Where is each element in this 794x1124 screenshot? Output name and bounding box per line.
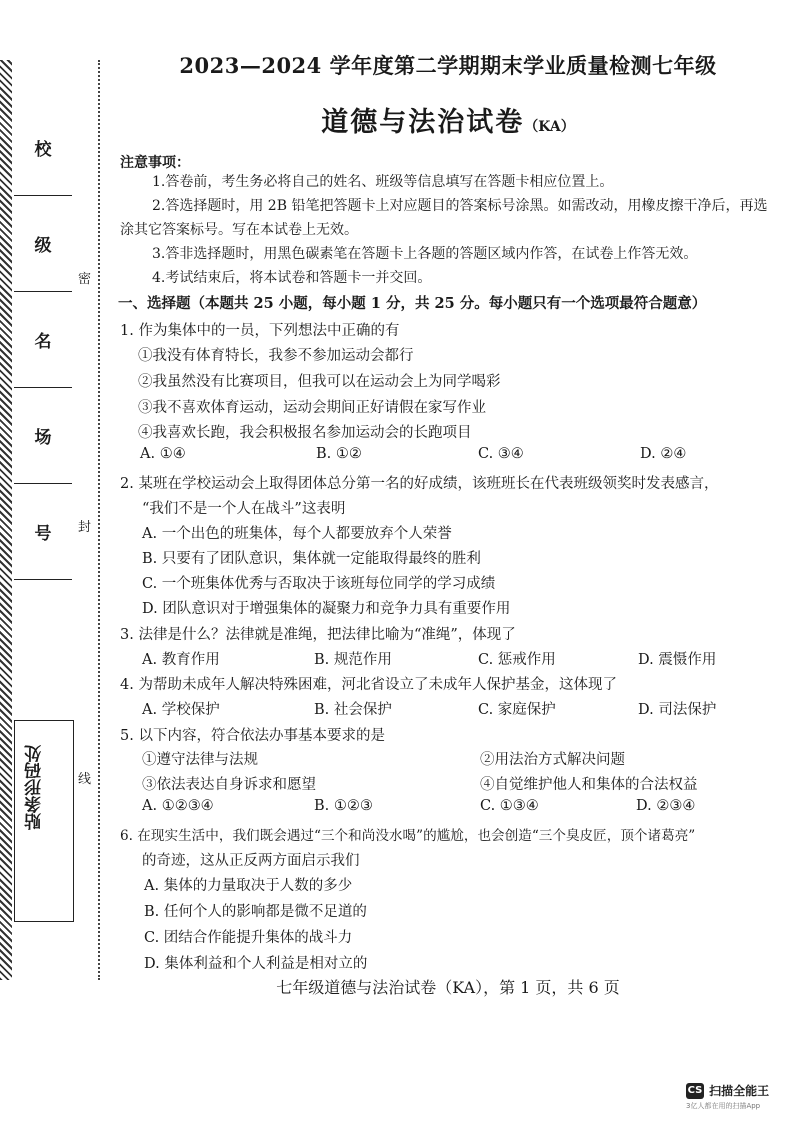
question-5-option-a: A. ①②③④ bbox=[142, 798, 214, 814]
question-3-option-b: B. 规范作用 bbox=[314, 652, 392, 668]
question-3-option-a: A. 教育作用 bbox=[142, 652, 220, 668]
page-footer: 七年级道德与法治试卷（KA），第 1 页，共 6 页 bbox=[276, 978, 620, 997]
question-1-stem: 1. 作为集体中的一员，下列想法中正确的有 bbox=[120, 323, 400, 339]
seal-char-feng: 封 bbox=[78, 520, 92, 535]
question-6-option-b: B. 任何个人的影响都是微不足道的 bbox=[144, 904, 367, 920]
question-4-option-c: C. 家庭保护 bbox=[478, 702, 556, 718]
camscanner-logo-icon: CS bbox=[686, 1083, 704, 1099]
field-class: 级 bbox=[14, 196, 72, 292]
notes-title: 注意事项： bbox=[120, 155, 190, 171]
question-4-option-b: B. 社会保护 bbox=[314, 702, 392, 718]
question-5-statement: ④自觉维护他人和集体的合法权益 bbox=[480, 777, 698, 793]
watermark-subtitle: 3亿人都在用的扫描App bbox=[686, 1102, 761, 1110]
question-1-option-a: A. ①④ bbox=[140, 446, 186, 462]
question-5-statement: ②用法治方式解决问题 bbox=[480, 752, 625, 768]
question-4-option-d: D. 司法保护 bbox=[638, 702, 717, 718]
question-2-stem-cont: “我们不是一个人在战斗”这表明 bbox=[142, 501, 346, 517]
question-1-statement: ④我喜欢长跑，我会积极报名参加运动会的长跑项目 bbox=[138, 425, 472, 441]
question-4-option-a: A. 学校保护 bbox=[142, 702, 220, 718]
question-6-stem-cont: 的奇迹，这从正反两方面启示我们 bbox=[142, 853, 360, 869]
note-item: 2.答选择题时，用 2B 铅笔把答题卡上对应题目的答案标号涂黑。如需改动，用橡皮擦干净后，再选涂其它答案标号。写在本试卷上无效。 bbox=[120, 198, 768, 238]
question-6-option-d: D. 集体利益和个人利益是相对立的 bbox=[144, 956, 368, 972]
watermark-name: 扫描全能王 bbox=[709, 1084, 770, 1098]
question-1-statement: ②我虽然没有比赛项目，但我可以在运动会上为同学喝彩 bbox=[138, 374, 501, 390]
question-2-option-b: B. 只要有了团队意识，集体就一定能取得最终的胜利 bbox=[142, 551, 481, 567]
field-school: 校 bbox=[14, 100, 72, 196]
question-1-option-c: C. ③④ bbox=[478, 446, 524, 462]
question-3-stem: 3. 法律是什么？法律就是准绳，把法律比喻为“准绳”，体现了 bbox=[120, 627, 516, 643]
question-2-stem: 2. 某班在学校运动会上取得团体总分第一名的好成绩，该班班长在代表班级领奖时发表感言， bbox=[120, 476, 719, 492]
question-5-statement: ③依法表达自身诉求和愿望 bbox=[142, 777, 316, 793]
question-5-option-b: B. ①②③ bbox=[314, 798, 373, 814]
question-6-stem: 6. 在现实生活中，我们既会遇过“三个和尚没水喝”的尴尬，也会创造“三个臭皮匠，顶个诸葛亮” bbox=[120, 828, 696, 844]
question-5-stem: 5. 以下内容，符合依法办事基本要求的是 bbox=[120, 728, 385, 744]
note-item: 1.答卷前，考生务必将自己的姓名、班级等信息填写在答题卡相应位置上。 bbox=[152, 174, 614, 190]
exam-title-text: 道德与法治试卷 bbox=[321, 107, 525, 138]
exam-header: 2023—2024 学年度第二学期期末学业质量检测七年级 bbox=[179, 53, 717, 78]
seal-char-xian: 线 bbox=[78, 772, 92, 787]
field-exam-room: 场 bbox=[14, 388, 72, 484]
question-2-option-d: D. 团队意识对于增强集体的凝聚力和竞争力具有重要作用 bbox=[142, 601, 511, 617]
scanner-watermark bbox=[686, 1080, 769, 1111]
question-5-statement: ①遵守法律与法规 bbox=[142, 752, 258, 768]
question-1-option-b: B. ①② bbox=[316, 446, 362, 462]
question-1-option-d: D. ②④ bbox=[640, 446, 687, 462]
question-2-option-a: A. 一个出色的班集体，每个人都要放弃个人荣誉 bbox=[142, 526, 452, 542]
note-item: 3.答非选择题时，用黑色碳素笔在答题卡上各题的答题区域内作答，在试卷上作答无效。 bbox=[152, 246, 698, 262]
barcode-label: 贴条形码处 bbox=[25, 745, 45, 830]
question-2-option-c: C. 一个班集体优秀与否取决于该班每位同学的学习成绩 bbox=[142, 576, 496, 592]
exam-version-tag: （KA） bbox=[524, 119, 575, 135]
question-6-option-a: A. 集体的力量取决于人数的多少 bbox=[144, 878, 353, 894]
field-seat-number: 号 bbox=[14, 484, 72, 580]
question-3-option-d: D. 震慑作用 bbox=[638, 652, 717, 668]
seal-char-mi: 密 bbox=[78, 272, 92, 287]
question-3-option-c: C. 惩戒作用 bbox=[478, 652, 556, 668]
question-6-option-c: C. 团结合作能提升集体的战斗力 bbox=[144, 930, 353, 946]
question-1-statement: ①我没有体育特长，我参不参加运动会都行 bbox=[138, 348, 414, 364]
note-item: 4.考试结束后，将本试卷和答题卡一并交回。 bbox=[152, 270, 432, 286]
question-5-option-d: D. ②③④ bbox=[636, 798, 696, 814]
question-5-option-c: C. ①③④ bbox=[480, 798, 539, 814]
section-title: 一、选择题（本题共 25 小题，每小题 1 分，共 25 分。每小题只有一个选项最符合题意） bbox=[118, 295, 707, 312]
exam-title bbox=[118, 100, 778, 139]
question-4-stem: 4. 为帮助未成年人解决特殊困难，河北省设立了未成年人保护基金，这体现了 bbox=[120, 677, 617, 693]
sidebar-pattern bbox=[0, 60, 12, 980]
question-1-statement: ③我不喜欢体育运动，运动会期间正好请假在家写作业 bbox=[138, 400, 486, 416]
field-name: 名 bbox=[14, 292, 72, 388]
